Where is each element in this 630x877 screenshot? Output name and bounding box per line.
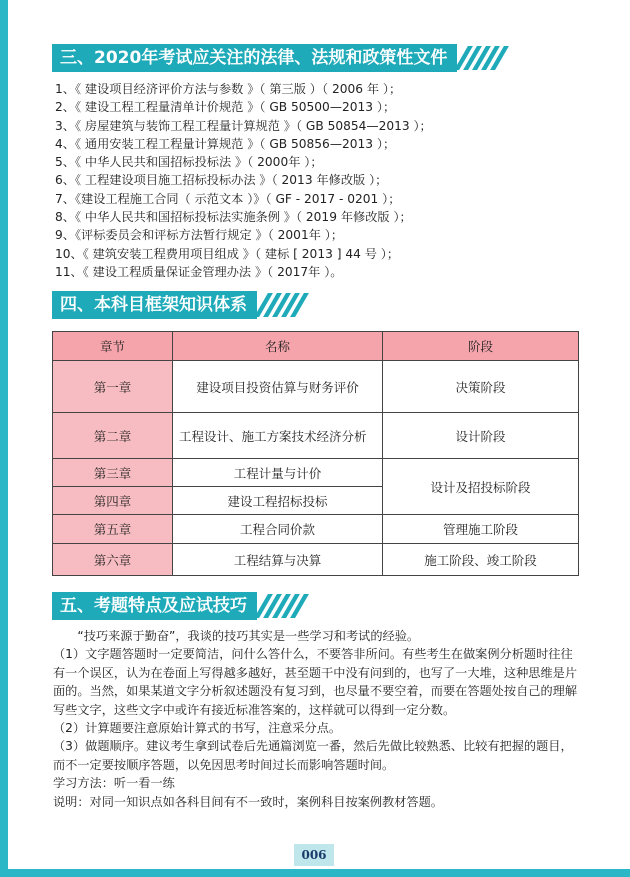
- paragraph: “技巧来源于勤奋”，我谈的技巧其实是一些学习和考试的经验。: [77, 629, 420, 643]
- table-row: [53, 361, 579, 413]
- paragraph: （3）做题顺序。建议考生拿到试卷后先通篇浏览一番，然后先做比较熟悉、比较有把握的题目，而不一定要按顺序答题，以免因思考时间过长而影响答题时间。: [53, 739, 573, 772]
- cell-chapter: 第三章: [53, 459, 173, 487]
- section-heading-framework: [52, 291, 306, 319]
- cell-chapter: 第五章: [53, 515, 173, 544]
- slash-decoration: [261, 592, 306, 620]
- law-list: [55, 80, 432, 281]
- table-row: [53, 459, 579, 487]
- bottom-accent-bar: [0, 869, 630, 877]
- list-item: 1、《 建设项目经济评价方法与参数 》（ 第三版 ）（ 2006 年 ）；: [55, 82, 402, 96]
- table-row: [53, 544, 579, 576]
- table-header-row: [53, 332, 579, 361]
- list-item: 6、《 工程建设项目施工招标投标办法 》（ 2013 年修改版 ）；: [55, 173, 388, 188]
- cell-stage: 管理施工阶段: [383, 515, 579, 544]
- table-row: [53, 515, 579, 544]
- cell-name: 建设项目投资估算与财务评价: [173, 361, 383, 413]
- list-item: 11、《 建设工程质量保证金管理办法 》（ 2017年 ）。: [55, 264, 343, 279]
- list-item: 4、《 通用安装工程工程量计算规范 》（ GB 50856—2013 ）；: [55, 136, 396, 151]
- list-item: 2、《 建设工程工程量清单计价规范 》（ GB 50500—2013 ）；: [55, 100, 396, 115]
- cell-chapter: 第一章: [53, 361, 173, 413]
- list-item: 9、《评标委员会和评标方法暂行规定 》（ 2001年 ）；: [55, 228, 344, 243]
- cell-stage: 设计及招投标阶段: [383, 459, 579, 515]
- cell-chapter: 第四章: [53, 487, 173, 515]
- paragraph: （1）文字题答题时一定要简洁，问什么答什么，不要答非所问。有些考生在做案例分析题时往往有一个误区，认为在卷面上写得越多越好，甚至题干中没有问到的，也写了一大堆，这种思维是片面的。当然，如果某道文字分析叙述题没有复习到，也尽量不要空着，而要在答题处按自己的理解写些文字，这些文字中或许有接近标准答案的，这样就可以得到一定分数。: [53, 647, 578, 717]
- header-name: 名称: [173, 332, 383, 361]
- exam-tips-body: [53, 627, 583, 811]
- paragraph: 学习方法：听一看一练: [53, 776, 175, 791]
- table-row: [53, 413, 579, 459]
- section-title: 四、本科目框架知识体系: [52, 291, 257, 319]
- cell-chapter: 第二章: [53, 413, 173, 459]
- left-accent-bar: [0, 0, 8, 877]
- paragraph: （2）计算题要注意原始计算式的书写，注意采分点。: [53, 721, 342, 736]
- list-item: 7、《建设工程施工合同（ 示范文本 ）》（ GF - 2017 - 0201 ）；: [55, 191, 401, 206]
- page-number: 006: [294, 844, 334, 866]
- paragraph: 说明：对同一知识点如各科目间有不一致时，案例科目按案例教材答题。: [53, 794, 443, 809]
- header-chapter: 章节: [53, 332, 173, 361]
- cell-stage: 决策阶段: [383, 361, 579, 413]
- section-heading-exam-tips: [52, 592, 306, 620]
- cell-chapter: 第六章: [53, 544, 173, 576]
- section-title: 五、考题特点及应试技巧: [52, 592, 257, 620]
- section-heading-laws: [52, 44, 506, 72]
- cell-name: 工程计量与计价: [173, 459, 383, 487]
- cell-name: 工程设计、施工方案技术经济分析: [173, 413, 383, 459]
- cell-name: 建设工程招标投标: [173, 487, 383, 515]
- list-item: 3、《 房屋建筑与装饰工程工程量计算规范 》（ GB 50854—2013 ）；: [55, 118, 432, 133]
- section-title: 三、2020年考试应关注的法律、法规和政策性文件: [52, 44, 457, 72]
- cell-name: 工程结算与决算: [173, 544, 383, 576]
- cell-name: 工程合同价款: [173, 515, 383, 544]
- list-item: 8、《 中华人民共和国招标投标法实施条例 》（ 2019 年修改版 ）；: [55, 210, 412, 225]
- slash-decoration: [261, 291, 306, 319]
- slash-decoration: [461, 44, 506, 72]
- list-item: 5、《 中华人民共和国招标投标法 》（ 2000年 ）；: [55, 155, 323, 170]
- cell-stage: 设计阶段: [383, 413, 579, 459]
- framework-table: [52, 331, 579, 576]
- list-item: 10、《 建筑安装工程费用项目组成 》（ 建标 [ 2013 ] 44 号 ）；: [55, 246, 400, 261]
- cell-stage: 施工阶段、竣工阶段: [383, 544, 579, 576]
- header-stage: 阶段: [383, 332, 579, 361]
